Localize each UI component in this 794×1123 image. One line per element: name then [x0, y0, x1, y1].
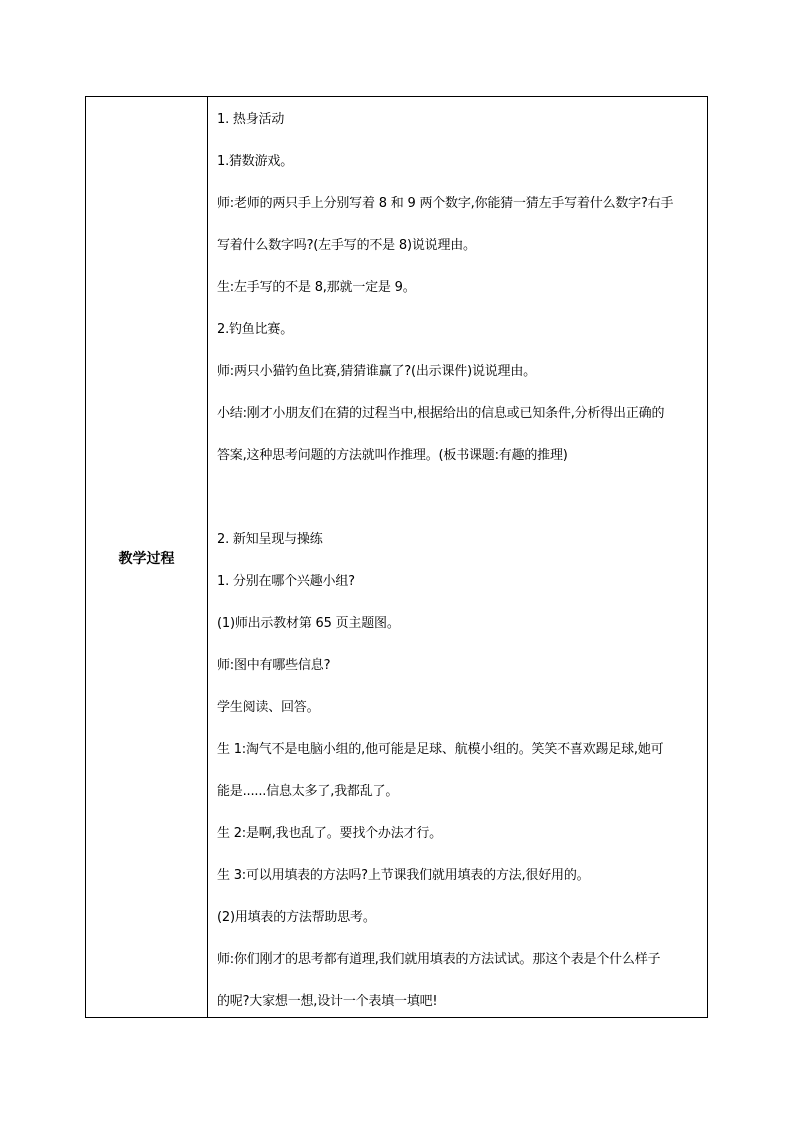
show-textbook: (1)师出示教材第 65 页主题图。	[217, 616, 400, 631]
student2-answer: 生 2:是啊,我也乱了。要找个办法才行。	[217, 826, 442, 841]
teacher-table-prompt-cont: 的呢?大家想一想,设计一个表填一填吧!	[217, 994, 438, 1009]
student3-answer: 生 3:可以用填表的方法吗?上节课我们就用填表的方法,很好用的。	[217, 868, 590, 883]
content-cell	[208, 97, 707, 1017]
teacher-info-question: 师:图中有哪些信息?	[217, 658, 331, 673]
guess-game-title: 1.猜数游戏。	[217, 154, 294, 169]
fishing-title: 2.钓鱼比赛。	[217, 322, 294, 337]
new-knowledge-heading: 2. 新知呈现与操练	[217, 532, 323, 547]
label-cell	[86, 97, 208, 1017]
summary-line: 小结:刚才小朋友们在猜的过程当中,根据给出的信息或已知条件,分析得出正确的	[217, 406, 665, 421]
students-read: 学生阅读、回答。	[217, 700, 320, 715]
student1-answer: 生 1:淘气不是电脑小组的,他可能是足球、航模小组的。笑笑不喜欢踢足球,她可	[217, 742, 664, 757]
teacher-question-cont: 写着什么数字吗?(左手写的不是 8)说说理由。	[217, 238, 476, 253]
section-label: 教学过程	[118, 551, 175, 567]
lesson-table	[85, 96, 708, 1018]
interest-group-title: 1. 分别在哪个兴趣小组?	[217, 574, 355, 589]
warmup-heading: 1. 热身活动	[217, 112, 285, 127]
teacher-fishing: 师:两只小猫钓鱼比赛,猜猜谁赢了?(出示课件)说说理由。	[217, 364, 536, 379]
summary-line-cont: 答案,这种思考问题的方法就叫作推理。(板书课题:有趣的推理)	[217, 448, 568, 463]
teacher-table-prompt: 师:你们刚才的思考都有道理,我们就用填表的方法试试。那这个表是个什么样子	[217, 952, 661, 967]
student-answer: 生:左手写的不是 8,那就一定是 9。	[217, 280, 416, 295]
teacher-question: 师:老师的两只手上分别写着 8 和 9 两个数字,你能猜一猜左手写着什么数字?右手	[217, 196, 674, 211]
table-method-title: (2)用填表的方法帮助思考。	[217, 910, 376, 925]
student1-answer-cont: 能是......信息太多了,我都乱了。	[217, 784, 399, 799]
